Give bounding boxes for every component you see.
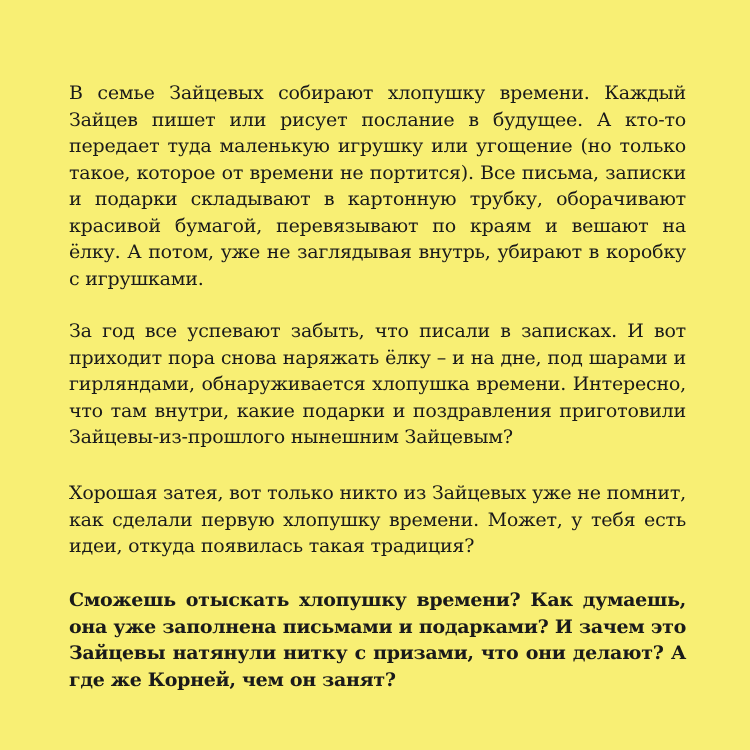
story-paragraph-3: Хорошая затея, вот только никто из Зайцевых уже не помнит, как сделали первую хлопушку времени. Может, у тебя есть идеи, откуда появилась такая традиция? — [69, 482, 686, 557]
story-paragraph-2: За год все успевают забыть, что писали в записках. И вот приходит пора снова наряжать ёлку – и на дне, под шарами и гирляндами, обнаруживается хлопушка времени. Интересно, что там внутри, какие подарки и поздравления приготовили Зайцевы-из-прошлого нынешним Зайцевым? — [69, 320, 686, 448]
story-paragraph-1: В семье Зайцевых собирают хлопушку времени. Каждый Зайцев пишет или рисует послание в будущее. А кто-то передает туда маленькую игрушку или угощение (но только такое, которое от времени не портится). Все письма, записки и подарки складывают в картонную трубку, оборачивают красивой бумагой, перевязывают по краям и вешают на ёлку. А потом, уже не заглядывая внутрь, убирают в коробку с игрушками. — [69, 82, 686, 290]
question-paragraph: Сможешь отыскать хлопушку времени? Как думаешь, она уже заполнена письмами и подарками? И зачем это Зайцевы натянули нитку с призами, что они делают? А где же Корней, чем он занят? — [69, 589, 686, 691]
